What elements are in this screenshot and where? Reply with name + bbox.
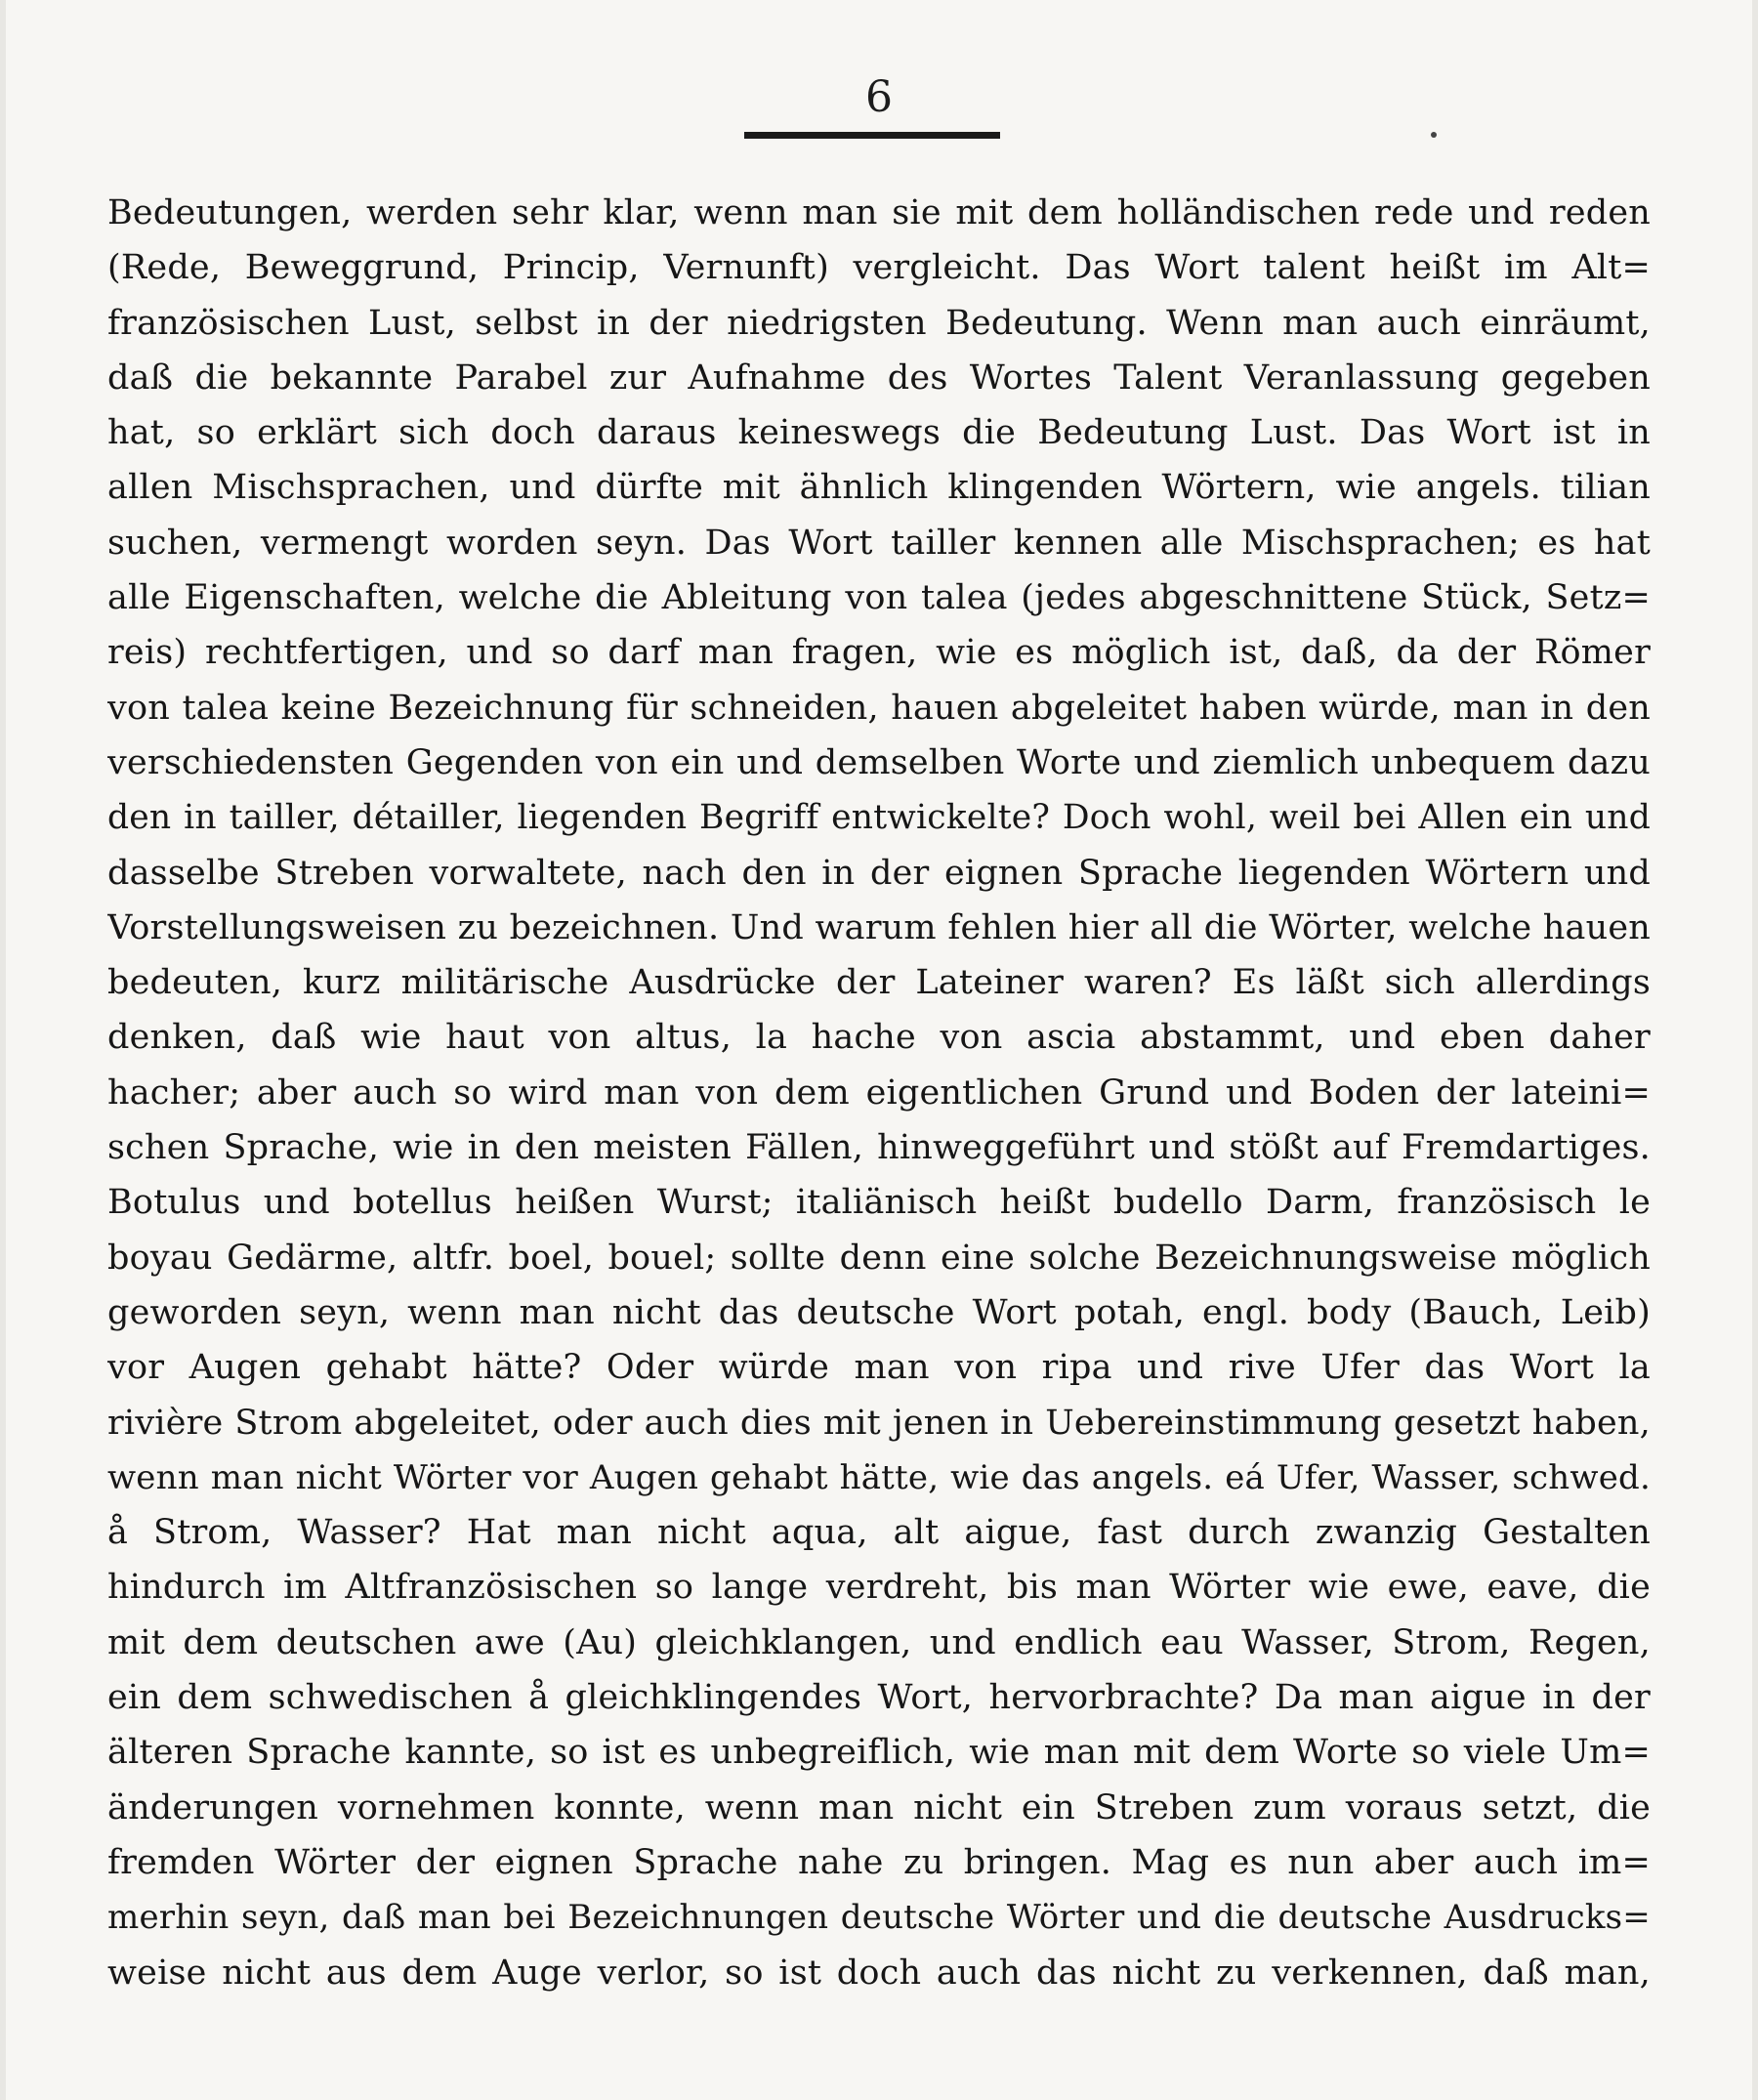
text-line: hat, so erklärt sich doch daraus keineswegs die Bedeutung Lust. Das Wort ist in: [107, 413, 1651, 453]
text-line: von talea keine Bezeichnung für schneiden, hauen abgeleitet haben würde, man in den: [107, 688, 1651, 728]
text-line: mit dem deutschen awe (Au) gleichklangen, und endlich eau Wasser, Strom, Regen,: [107, 1622, 1651, 1662]
text-line: verschiedensten Gegenden von ein und demselben Worte und ziemlich unbequem dazu: [107, 742, 1651, 782]
header-rule: [744, 132, 1000, 139]
text-line: (Rede, Beweggrund, Princip, Vernunft) vergleicht. Das Wort talent heißt im Alt=: [107, 248, 1651, 288]
text-line: weise nicht aus dem Auge verlor, so ist doch auch das nicht zu verkennen, daß man,: [107, 1953, 1651, 1993]
text-line: rivière Strom abgeleitet, oder auch dies mit jenen in Uebereinstimmung gesetzt haben,: [107, 1403, 1651, 1443]
text-line: fremden Wörter der eignen Sprache nahe zu bringen. Mag es nun aber auch im=: [107, 1842, 1651, 1882]
text-line: französischen Lust, selbst in der niedrigsten Bedeutung. Wenn man auch einräumt,: [107, 303, 1651, 343]
text-line: Vorstellungsweisen zu bezeichnen. Und warum fehlen hier all die Wörter, welche hauen: [107, 907, 1651, 947]
text-line: wenn man nicht Wörter vor Augen gehabt hätte, wie das angels. eá Ufer, Wasser, schwed.: [107, 1457, 1651, 1497]
text-line: denken, daß wie haut von altus, la hache von ascia abstammt, und eben daher: [107, 1018, 1651, 1058]
text-line: bedeuten, kurz militärische Ausdrücke der Lateiner waren? Es läßt sich allerdings: [107, 963, 1651, 1003]
text-line: ein dem schwedischen å gleichklingendes Wort, hervorbrachte? Da man aigue in der: [107, 1678, 1651, 1718]
text-line: Botulus und botellus heißen Wurst; italiänisch heißt budello Darm, französisch le: [107, 1183, 1651, 1223]
print-speck: [1431, 132, 1437, 138]
text-line: reis) rechtfertigen, und so darf man fragen, wie es möglich ist, daß, da der Römer: [107, 633, 1651, 673]
body-text: [107, 186, 1651, 2000]
text-line: vor Augen gehabt hätte? Oder würde man von ripa und rive Ufer das Wort la: [107, 1348, 1651, 1388]
text-line: alle Eigenschaften, welche die Ableitung von talea (jedes abgeschnittene Stück, Setz=: [107, 578, 1651, 618]
text-line: merhin seyn, daß man bei Bezeichnungen deutsche Wörter und die deutsche Ausdrucks=: [107, 1898, 1651, 1938]
text-line: den in tailler, détailler, liegenden Begriff entwickelte? Doch wohl, weil bei Allen ein und: [107, 798, 1651, 838]
text-line: schen Sprache, wie in den meisten Fällen, hinweggeführt und stößt auf Fremdartiges.: [107, 1128, 1651, 1168]
text-line: allen Mischsprachen, und dürfte mit ähnlich klingenden Wörtern, wie angels. tilian: [107, 468, 1651, 508]
page-number: 6: [865, 72, 893, 122]
text-line: daß die bekannte Parabel zur Aufnahme des Wortes Talent Veranlassung gegeben: [107, 357, 1651, 398]
text-line: Bedeutungen, werden sehr klar, wenn man sie mit dem holländischen rede und reden: [107, 193, 1651, 232]
scan-edge-right: [1752, 0, 1758, 2100]
text-line: å Strom, Wasser? Hat man nicht aqua, alt aigue, fast durch zwanzig Gestalten: [107, 1513, 1651, 1553]
text-line: hacher; aber auch so wird man von dem eigentlichen Grund und Boden der lateini=: [107, 1072, 1651, 1113]
text-line: hindurch im Altfranzösischen so lange verdreht, bis man Wörter wie ewe, eave, die: [107, 1568, 1651, 1608]
text-line: suchen, vermengt worden seyn. Das Wort tailler kennen alle Mischsprachen; es hat: [107, 523, 1651, 563]
text-line: boyau Gedärme, altfr. boel, bouel; sollte denn eine solche Bezeichnungsweise möglich: [107, 1238, 1651, 1278]
text-line: geworden seyn, wenn man nicht das deutsche Wort potah, engl. body (Bauch, Leib): [107, 1292, 1651, 1332]
scan-edge-left: [0, 0, 6, 2100]
text-line: älteren Sprache kannte, so ist es unbegreiflich, wie man mit dem Worte so viele Um=: [107, 1733, 1651, 1773]
text-line: änderungen vornehmen konnte, wenn man nicht ein Streben zum voraus setzt, die: [107, 1787, 1651, 1827]
text-line: dasselbe Streben vorwaltete, nach den in der eignen Sprache liegenden Wörtern und: [107, 853, 1651, 893]
